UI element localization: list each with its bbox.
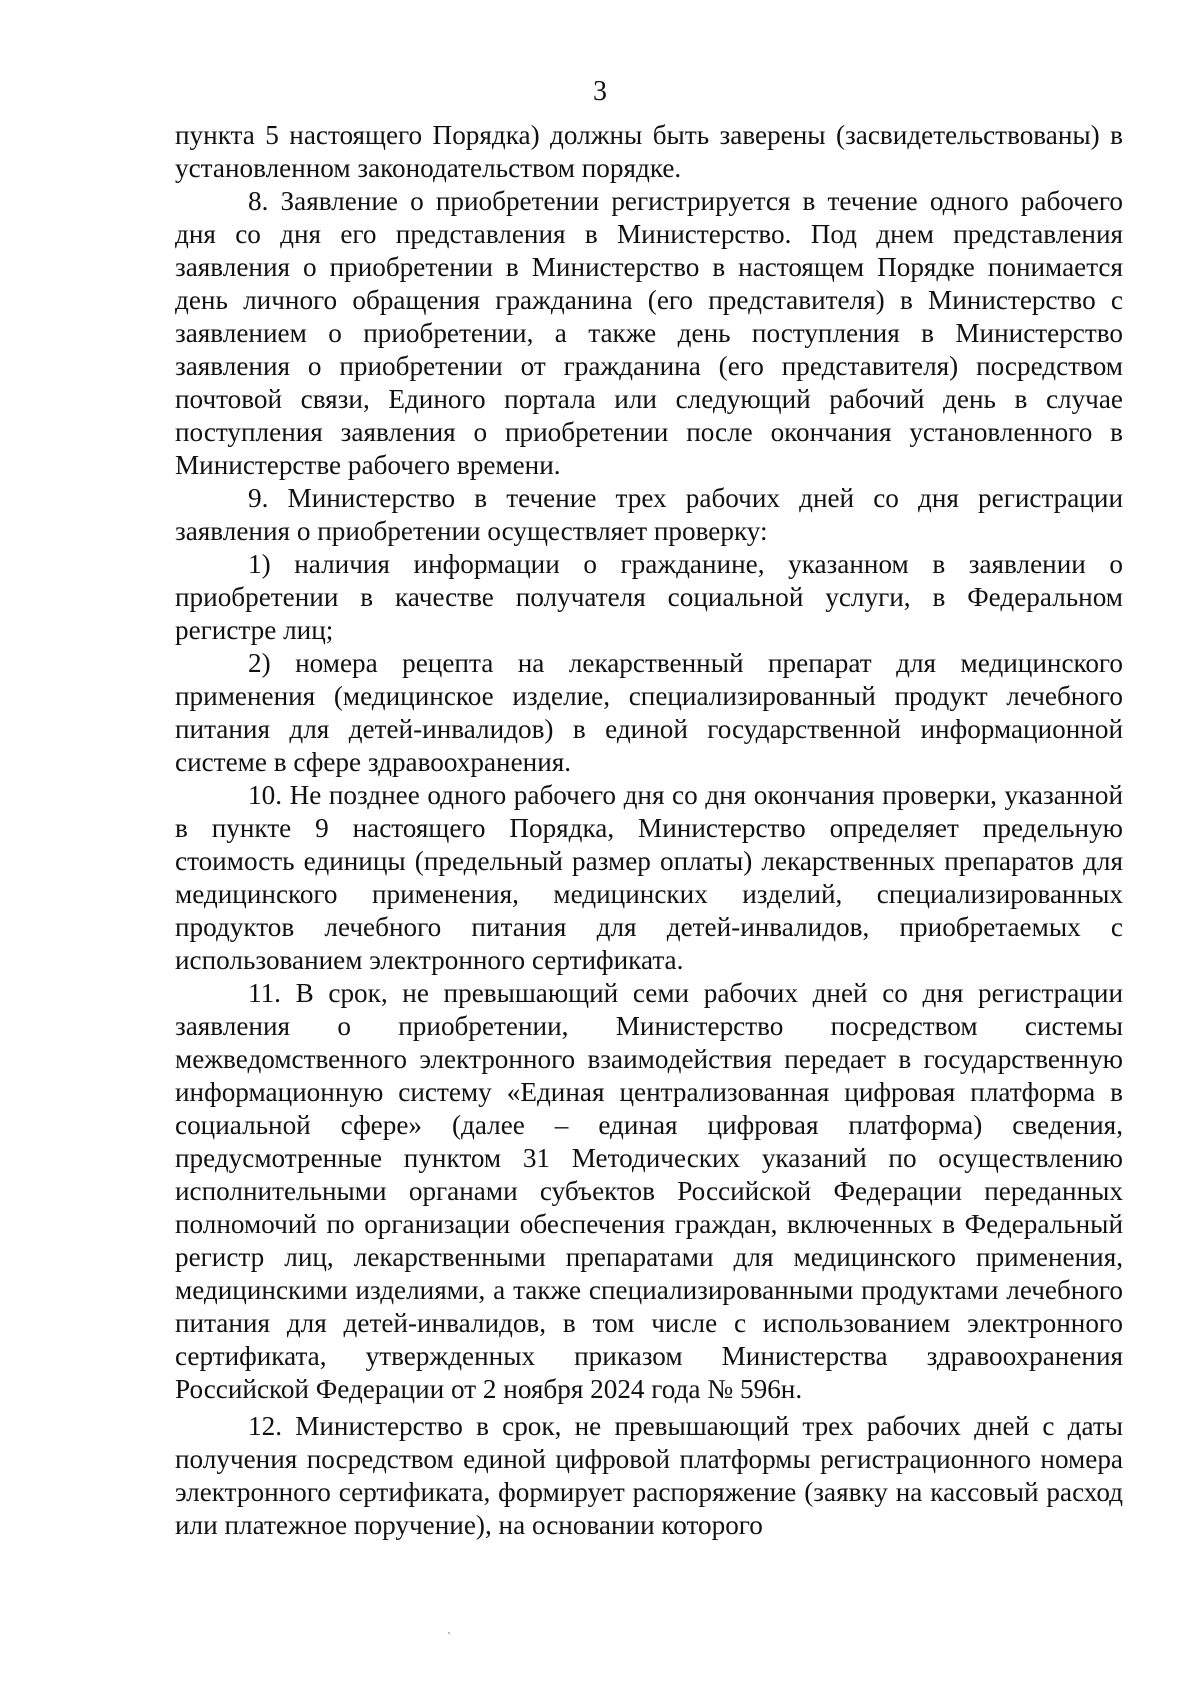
paragraph-item-9: 9. Министерство в течение трех рабочих дней со дня регистрации заявления о приобретении осуществляет проверку:: [175, 483, 1123, 546]
scan-speck: [448, 1632, 450, 1634]
paragraph-item-8: 8. Заявление о приобретении регистрируется в течение одного рабочего дня со дня его представления в Министерство. Под днем представления заявления о приобретении в Министерство в настоящем Порядке понимается день личного обращения гражданина (его представителя) в Министерство с заявлением о приобретении, а также день поступления в Министерство заявления о приобретении от гражданина (его представителя) посредством почтовой связи, Единого портала или следующий рабочий день в случае поступления заявления о приобретении после окончания установленного в Министерстве рабочего времени.: [175, 186, 1123, 480]
paragraph-item-11: 11. В срок, не превышающий семи рабочих дней со дня регистрации заявления о приобретении, Министерство посредством системы межведомственного электронного взаимодействия передает в государственную информационную систему «Единая централизованная цифровая платформа в социальной сфере» (далее – единая цифровая платформа) сведения, предусмотренные пунктом 31 Методических указаний по осуществлению исполнительными органами субъектов Российской Федерации переданных полномочий по организации обеспечения граждан, включенных в Федеральный регистр лиц, лекарственными препаратами для медицинского применения, медицинскими изделиями, а также специализированными продуктами лечебного питания для детей-инвалидов, в том числе с использованием электронного сертификата, утвержденных приказом Министерства здравоохранения Российской Федерации от 2 ноября 2024 года № 596н.: [175, 978, 1123, 1404]
document-body: [175, 119, 1123, 1542]
paragraph-continuation: пункта 5 настоящего Порядка) должны быть заверены (засвидетельствованы) в установленном законодательством порядке.: [175, 120, 1123, 183]
page-number: 3: [593, 76, 607, 107]
paragraph-item-12: 12. Министерство в срок, не превышающий трех рабочих дней с даты получения посредством единой цифровой платформы регистрационного номера электронного сертификата, формирует распоряжение (заявку на кассовый расход или платежное поручение), на основании которого: [175, 1411, 1123, 1540]
paragraph-subitem-9-2: 2) номера рецепта на лекарственный препарат для медицинского применения (медицинское изделие, специализированный продукт лечебного питания для детей-инвалидов) в единой государственной информационной системе в сфере здравоохранения.: [175, 648, 1123, 777]
paragraph-item-10: 10. Не позднее одного рабочего дня со дня окончания проверки, указанной в пункте 9 настоящего Порядка, Министерство определяет предельную стоимость единицы (предельный размер оплаты) лекарственных препаратов для медицинского применения, медицинских изделий, специализированных продуктов лечебного питания для детей-инвалидов, приобретаемых с использованием электронного сертификата.: [175, 780, 1123, 975]
paragraph-subitem-9-1: 1) наличия информации о гражданине, указанном в заявлении о приобретении в качестве получателя социальной услуги, в Федеральном регистре лиц;: [175, 549, 1123, 645]
